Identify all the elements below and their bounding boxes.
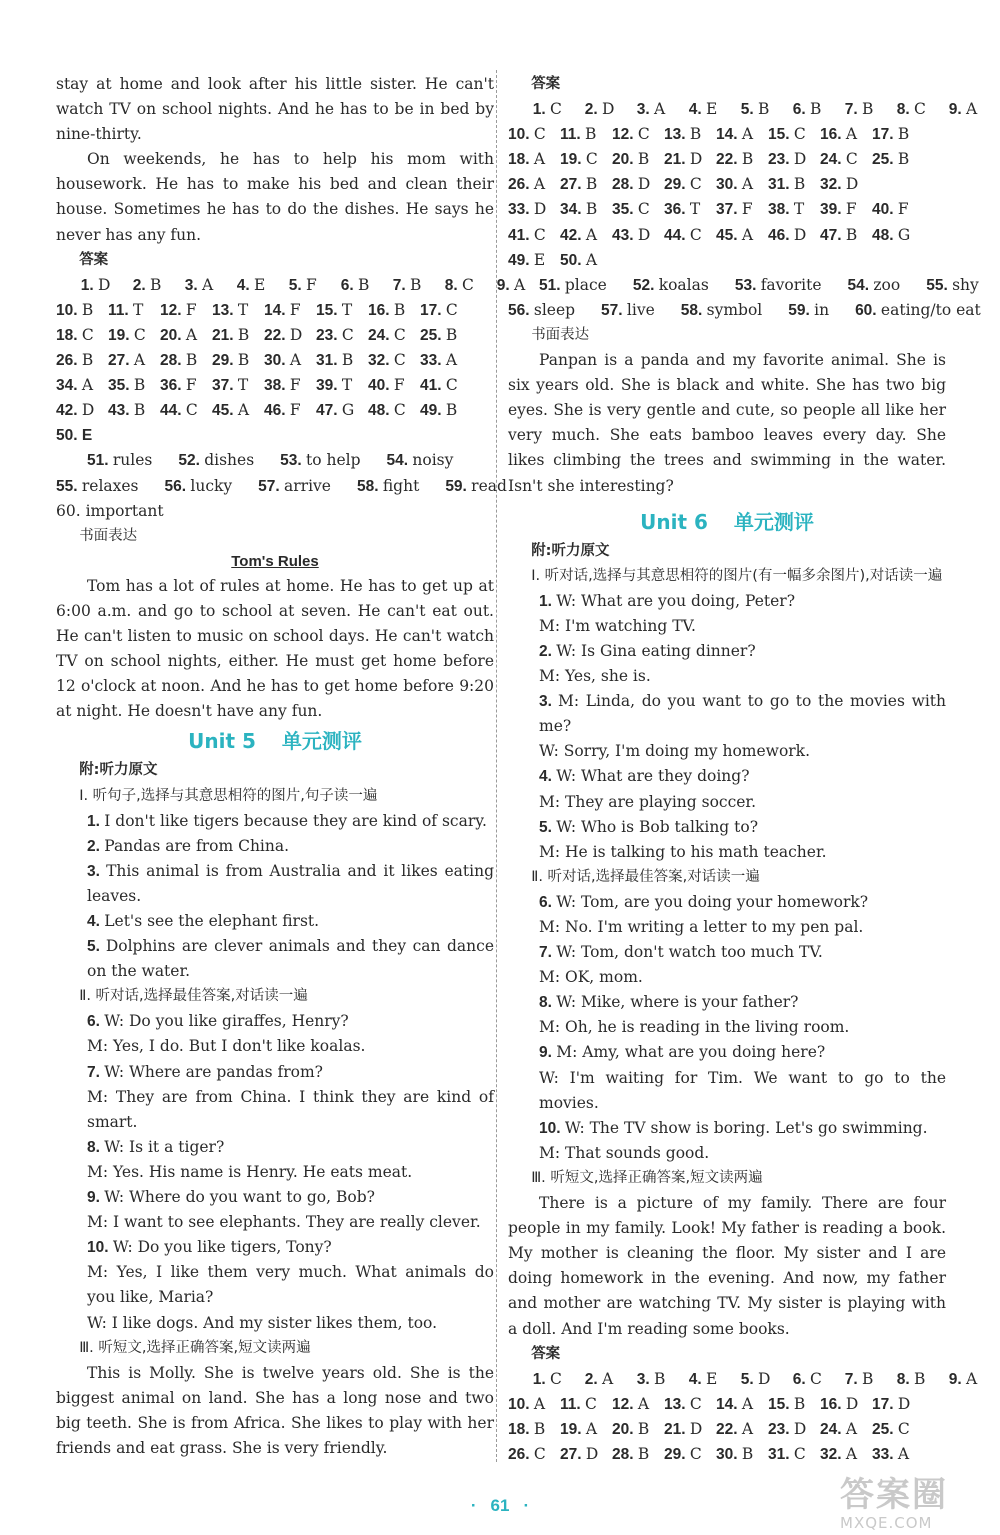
answer-item: 18. B xyxy=(508,1419,546,1438)
transcript-line: M: Yes, I like them very much. What animals do you like, Maria? xyxy=(87,1263,494,1307)
answer-item: 22. A xyxy=(716,1419,754,1438)
page-number-value: 61 xyxy=(490,1496,510,1515)
page-number: · 61 · xyxy=(470,1496,530,1515)
transcript-line: 1. W: What are you doing, Peter? xyxy=(539,591,796,610)
transcript-line: M: OK, mom. xyxy=(539,968,643,987)
answer-item: 38. T xyxy=(768,200,805,219)
answer-row xyxy=(56,348,494,373)
word-answer: 59. read xyxy=(445,476,507,495)
answer-item: 41. C xyxy=(420,376,458,395)
answer-grid xyxy=(508,122,946,273)
appendix-heading: 附:听力原文 xyxy=(79,762,158,779)
answer-item: 6. B xyxy=(792,100,822,119)
answer-item: 17. D xyxy=(872,1394,911,1413)
answer-item: 25. C xyxy=(872,1419,910,1438)
transcript-line: 5. Dolphins are clever animals and they can dance on the water. xyxy=(87,937,495,981)
answer-item: 11. T xyxy=(108,300,144,319)
unit-label: Unit 5 xyxy=(188,729,256,754)
answer-item: 2. D xyxy=(584,100,615,119)
answer-item: 28. D xyxy=(612,175,651,194)
answer-row xyxy=(508,1417,946,1442)
word-answer: 60. eating/to eat xyxy=(855,300,981,319)
answer-item: 37. F xyxy=(716,200,753,219)
answer-item: 45. A xyxy=(716,225,754,244)
answer-first-row-2 xyxy=(508,1367,978,1392)
answer-item: 36. F xyxy=(160,376,197,395)
answer-item: 29. B xyxy=(212,351,250,370)
answer-item: 21. D xyxy=(664,150,703,169)
transcript-line: M: Oh, he is reading in the living room. xyxy=(539,1018,850,1037)
answer-heading: 答案 xyxy=(531,76,561,92)
answer-row xyxy=(508,1392,946,1417)
answer-item: 12. A xyxy=(612,1394,650,1413)
word-row xyxy=(56,474,507,499)
answer-item: 14. F xyxy=(264,300,301,319)
appendix-heading: 附:听力原文 xyxy=(531,542,610,559)
answer-item: 24. C xyxy=(820,150,858,169)
essay-text: Tom has a lot of rules at home. He has to get up at 6:00 a.m. and go to school at seven. He can't eat out. He can't listen to music on school days. He can't watch TV on school nights, either. He must get home before 12 o'clock at noon. And he has to get home before 9:20 at night. He doesn't have any fun. xyxy=(56,576,494,721)
answer-item: 8. C xyxy=(896,100,926,119)
answer-item: 10. C xyxy=(508,125,546,144)
word-answers xyxy=(508,273,981,323)
word-answer: 52. dishes xyxy=(178,451,255,470)
answer-item: 27. B xyxy=(560,175,598,194)
transcript-line: 6. W: Tom, are you doing your homework? xyxy=(539,892,869,911)
word-answers xyxy=(56,448,507,498)
transcript-line: 1. I don't like tigers because they are kind of scary. xyxy=(87,811,487,830)
answer-item: 7. B xyxy=(844,100,874,119)
answer-item: 31. B xyxy=(768,175,806,194)
answer-item: 24. C xyxy=(368,325,406,344)
answer-item: 9. A xyxy=(948,100,978,119)
transcript-line: M: That sounds good. xyxy=(539,1143,710,1162)
word-answer: 58. fight xyxy=(356,476,420,495)
word-answer: 55. relaxes xyxy=(56,476,139,495)
transcript-line: W: Sorry, I'm doing my homework. xyxy=(539,742,811,761)
answer-item: 29. C xyxy=(664,175,702,194)
listening-passage: This is Molly. She is twelve years old. She is the biggest animal on land. She has a long nose and two big teeth. She is from Africa. She likes to play with her friends and eat grass. She is very friendly. xyxy=(56,1363,494,1457)
answer-item: 5. D xyxy=(740,1369,771,1388)
answer-item: 47. B xyxy=(820,225,858,244)
transcript-line: M: They are from China. I think they are kind of smart. xyxy=(87,1087,494,1131)
answer-item: 3. B xyxy=(636,1369,666,1388)
word-answer: 55. shy xyxy=(926,275,979,294)
answer-item: 44. C xyxy=(664,225,702,244)
answer-row xyxy=(56,373,494,398)
unit-label: Unit 6 xyxy=(640,509,708,534)
answer-item: 1. D xyxy=(80,275,111,294)
answer-item: 4. E xyxy=(688,1369,718,1388)
transcript-line: 2. Pandas are from China. xyxy=(87,836,290,855)
answer-item: 40. F xyxy=(368,376,405,395)
answer-last: 50. E xyxy=(56,427,93,445)
answer-item: 9. A xyxy=(948,1369,978,1388)
answer-item: 9. A xyxy=(496,275,526,294)
word-answer: 56. sleep xyxy=(508,300,576,319)
answer-item: 21. B xyxy=(212,325,250,344)
unit-title: 单元测评 xyxy=(281,729,362,754)
answer-item: 10. B xyxy=(56,300,94,319)
answer-item: 32. C xyxy=(368,351,406,370)
answer-grid xyxy=(56,273,526,424)
word-answer-last: 60. important xyxy=(56,501,164,520)
answer-item: 22. D xyxy=(264,325,303,344)
word-answer: 53. to help xyxy=(280,451,361,470)
answer-item: 28. B xyxy=(160,351,198,370)
unit-6-header xyxy=(508,505,946,539)
answer-item: 18. A xyxy=(508,150,546,169)
transcript-line: 4. Let's see the elephant first. xyxy=(87,912,320,930)
answer-item: 28. B xyxy=(612,1444,650,1463)
answer-item: 16. D xyxy=(820,1394,859,1413)
answer-item: 48. C xyxy=(368,401,406,420)
answer-item: 19. A xyxy=(560,1419,598,1438)
transcript-line: M: No. I'm writing a letter to my pen pal. xyxy=(539,918,864,936)
answer-item: 34. B xyxy=(560,200,598,219)
writing-heading: 书面表达 xyxy=(531,326,590,343)
answer-item: 11. C xyxy=(560,1394,597,1413)
section-1-lines xyxy=(56,809,494,985)
answer-item: 20. A xyxy=(160,325,198,344)
answer-item: 3. A xyxy=(636,100,666,119)
answer-item: 38. F xyxy=(264,376,301,395)
answer-item: 10. A xyxy=(508,1394,546,1413)
answer-item: 12. C xyxy=(612,125,650,144)
essay-title: Tom's Rules xyxy=(231,552,319,570)
word-answer: 59. in xyxy=(788,300,830,319)
section-3-heading: Ⅲ. 听短文,选择正确答案,短文读两遍 xyxy=(79,1339,311,1356)
answer-grid-2 xyxy=(508,1392,946,1467)
answer-item: 31. B xyxy=(316,351,354,370)
answer-item: 23. C xyxy=(316,325,354,344)
answer-item: 32. D xyxy=(820,175,859,194)
answer-row xyxy=(56,273,526,298)
answer-item: 26. A xyxy=(508,175,546,194)
essay-text: Panpan is a panda and my favorite animal. She is six years old. She is black and white. She has two big eyes. She is very gentle and cute, so people all like her very much. She eats bamboo leaves every day. She likes climbing the trees and swimming in the water. Isn't she interesting? xyxy=(508,351,946,495)
word-row xyxy=(508,298,981,323)
section-1-lines xyxy=(508,589,946,865)
word-answer: 54. zoo xyxy=(847,275,901,294)
answer-item: 6. B xyxy=(340,275,370,294)
answer-item: 33. A xyxy=(872,1444,910,1463)
answer-item: 46. F xyxy=(264,401,301,420)
transcript-line: 7. W: Where are pandas from? xyxy=(87,1062,323,1081)
answer-item: 32. A xyxy=(820,1444,858,1463)
answer-row xyxy=(508,1442,946,1467)
answer-item: 42. A xyxy=(560,225,598,244)
answer-item: 19. C xyxy=(560,150,598,169)
answer-item: 1. C xyxy=(532,1369,562,1388)
answer-item: 17. B xyxy=(872,125,910,144)
answer-item: 25. B xyxy=(872,150,910,169)
answer-item: 44. C xyxy=(160,401,198,420)
transcript-line: 3. M: Linda, do you want to go to the movies with me? xyxy=(539,692,947,736)
answer-item: 6. C xyxy=(792,1369,822,1388)
watermark-text: 答案圈 xyxy=(840,1475,948,1515)
transcript-line: 6. W: Do you like giraffes, Henry? xyxy=(87,1012,349,1031)
answer-row xyxy=(508,172,946,197)
section-2-heading: Ⅱ. 听对话,选择最佳答案,对话读一遍 xyxy=(79,988,308,1005)
watermark-url: MXQE.COM xyxy=(840,1514,933,1532)
answer-item: 39. F xyxy=(820,200,857,219)
answer-item: 2. B xyxy=(132,275,162,294)
transcript-line: 5. W: Who is Bob talking to? xyxy=(539,817,759,836)
answer-heading: 答案 xyxy=(79,251,109,268)
transcript-line: 10. W: Do you like tigers, Tony? xyxy=(87,1238,332,1257)
answer-item: 39. T xyxy=(316,376,353,395)
answer-item: 35. C xyxy=(612,200,650,219)
transcript-line: 4. W: What are they doing? xyxy=(539,767,750,786)
answer-item: 43. B xyxy=(108,401,146,420)
answer-item: 26. C xyxy=(508,1444,546,1463)
left-column xyxy=(56,72,526,1461)
answer-row xyxy=(508,147,946,172)
answer-row xyxy=(508,248,946,273)
answer-item: 1. C xyxy=(532,100,562,119)
unit-5-header xyxy=(56,724,494,758)
answer-item: 24. A xyxy=(820,1419,858,1438)
transcript-line: M: I'm watching TV. xyxy=(539,616,696,635)
answer-item: 46. D xyxy=(768,225,807,244)
answer-item: 40. F xyxy=(872,200,909,219)
answer-row xyxy=(56,323,494,348)
answer-item: 8. B xyxy=(896,1369,926,1388)
answer-item: 16. A xyxy=(820,125,858,144)
answer-item: 31. C xyxy=(768,1444,806,1463)
word-answer: 56. lucky xyxy=(164,476,233,495)
answer-row xyxy=(56,298,494,323)
answer-item: 35. B xyxy=(108,376,146,395)
transcript-line: M: He is talking to his math teacher. xyxy=(539,842,827,861)
transcript-line: M: Yes, I do. But I don't like koalas. xyxy=(87,1037,366,1056)
word-answer: 54. noisy xyxy=(386,451,454,470)
section-1-heading: Ⅰ. 听句子,选择与其意思相符的图片,句子读一遍 xyxy=(79,787,378,804)
answer-item: 42. D xyxy=(56,401,95,420)
passage-continuation: stay at home and look after his little sister. He can't watch TV on school nights. And he has to be in bed by nine-thirty. xyxy=(56,75,494,144)
answer-item: 41. C xyxy=(508,225,546,244)
transcript-line: 2. W: Is Gina eating dinner? xyxy=(539,641,756,660)
answer-item: 20. B xyxy=(612,1419,650,1438)
transcript-line: 8. W: Is it a tiger? xyxy=(87,1137,225,1156)
transcript-line: 9. W: Where do you want to go, Bob? xyxy=(87,1188,375,1207)
answer-item: 8. C xyxy=(444,275,474,294)
listening-passage: There is a picture of my family. There are four people in my family. Look! My father is reading a book. My mother is cleaning the floor. My sister and I are doing homework in the evening. And now, my father and mother are watching TV. My sister is playing with a doll. And I'm reading some books. xyxy=(508,1194,946,1338)
answer-item: 26. B xyxy=(56,351,94,370)
section-1-heading: Ⅰ. 听对话,选择与其意思相符的图片(有一幅多余图片),对话读一遍 xyxy=(531,567,943,584)
answer-item: 50. A xyxy=(560,250,598,269)
word-answer: 52. koalas xyxy=(632,275,709,294)
transcript-line: W: I like dogs. And my sister likes them, too. xyxy=(87,1313,438,1332)
answer-item: 21. D xyxy=(664,1419,703,1438)
answer-item: 14. A xyxy=(716,1394,754,1413)
answer-item: 30. B xyxy=(716,1444,754,1463)
word-answer: 51. place xyxy=(539,275,607,294)
unit-title: 单元测评 xyxy=(733,509,814,534)
section-2-lines xyxy=(56,1009,494,1335)
answer-item: 30. A xyxy=(264,351,302,370)
transcript-line: 8. W: Mike, where is your father? xyxy=(539,993,799,1012)
answer-item: 13. B xyxy=(664,125,702,144)
transcript-line: 7. W: Tom, don't watch too much TV. xyxy=(539,943,823,962)
answer-item: 43. D xyxy=(612,225,651,244)
answer-first-row xyxy=(508,97,978,122)
word-row xyxy=(508,273,979,298)
answer-item: 33. D xyxy=(508,200,547,219)
answer-row xyxy=(508,197,946,222)
writing-heading: 书面表达 xyxy=(79,527,138,544)
answer-item: 22. B xyxy=(716,150,754,169)
answer-item: 36. T xyxy=(664,200,701,219)
answer-item: 49. B xyxy=(420,401,458,420)
right-column xyxy=(508,72,981,1467)
answer-item: 7. B xyxy=(392,275,422,294)
answer-item: 47. G xyxy=(316,401,355,420)
answer-item: 49. E xyxy=(508,250,546,269)
answer-item: 15. T xyxy=(316,300,353,319)
answer-item: 17. C xyxy=(420,300,458,319)
answer-item: 14. A xyxy=(716,125,754,144)
answer-item: 5. B xyxy=(740,100,770,119)
answer-item: 27. A xyxy=(108,351,146,370)
answer-item: 23. D xyxy=(768,1419,807,1438)
watermark-logo xyxy=(840,1476,1000,1535)
answer-item: 13. T xyxy=(212,300,249,319)
transcript-line: M: Yes. His name is Henry. He eats meat. xyxy=(87,1162,413,1181)
answer-row xyxy=(508,122,946,147)
answer-item: 2. A xyxy=(584,1369,614,1388)
passage-paragraph: On weekends, he has to help his mom with housework. He has to make his bed and clean their house. Sometimes he has to do the dishes. He says he never has any fun. xyxy=(56,150,494,244)
answer-item: 23. D xyxy=(768,150,807,169)
answer-item: 37. T xyxy=(212,376,249,395)
transcript-line: 9. M: Amy, what are you doing here? xyxy=(539,1043,826,1062)
word-answer: 53. favorite xyxy=(734,275,822,294)
word-answer: 58. symbol xyxy=(680,300,763,319)
answer-item: 13. C xyxy=(664,1394,702,1413)
transcript-line: M: They are playing soccer. xyxy=(539,792,757,811)
transcript-line: M: I want to see elephants. They are really clever. xyxy=(87,1213,481,1232)
section-2-heading: Ⅱ. 听对话,选择最佳答案,对话读一遍 xyxy=(531,868,760,885)
answer-item: 4. E xyxy=(236,275,266,294)
answer-item: 3. A xyxy=(184,275,214,294)
word-answer: 57. arrive xyxy=(258,476,331,495)
answer-row xyxy=(56,398,494,423)
answer-item: 11. B xyxy=(560,125,597,144)
answer-item: 15. B xyxy=(768,1394,806,1413)
answer-item: 34. A xyxy=(56,376,94,395)
answer-item: 16. B xyxy=(368,300,406,319)
answer-item: 27. D xyxy=(560,1444,599,1463)
answer-item: 5. F xyxy=(288,275,317,294)
answer-item: 29. C xyxy=(664,1444,702,1463)
transcript-line: W: I'm waiting for Tim. We want to go to the movies. xyxy=(539,1068,946,1112)
answer-item: 25. B xyxy=(420,325,458,344)
answer-item: 19. C xyxy=(108,325,146,344)
answer-item: 20. B xyxy=(612,150,650,169)
answer-item: 7. B xyxy=(844,1369,874,1388)
answer-item: 48. G xyxy=(872,225,911,244)
transcript-line: 3. This animal is from Australia and it likes eating leaves. xyxy=(87,861,495,905)
answer-row xyxy=(508,223,946,248)
word-answer: 57. live xyxy=(601,300,655,319)
answer-item: 45. A xyxy=(212,401,250,420)
answer-row xyxy=(508,97,978,122)
transcript-line: M: Yes, she is. xyxy=(539,667,651,686)
transcript-line: 10. W: The TV show is boring. Let's go swimming. xyxy=(539,1118,928,1137)
answer-item: 30. A xyxy=(716,175,754,194)
section-3-heading: Ⅲ. 听短文,选择正确答案,短文读两遍 xyxy=(531,1169,763,1186)
word-answer: 51. rules xyxy=(87,451,153,470)
answer-item: 18. C xyxy=(56,325,94,344)
word-row xyxy=(56,448,494,473)
section-2-lines xyxy=(508,890,946,1166)
answer-item: 33. A xyxy=(420,351,458,370)
answer-heading-2: 答案 xyxy=(531,1345,561,1362)
answer-item: 12. F xyxy=(160,300,197,319)
answer-item: 4. E xyxy=(688,100,718,119)
answer-item: 15. C xyxy=(768,125,806,144)
answer-row xyxy=(508,1367,978,1392)
